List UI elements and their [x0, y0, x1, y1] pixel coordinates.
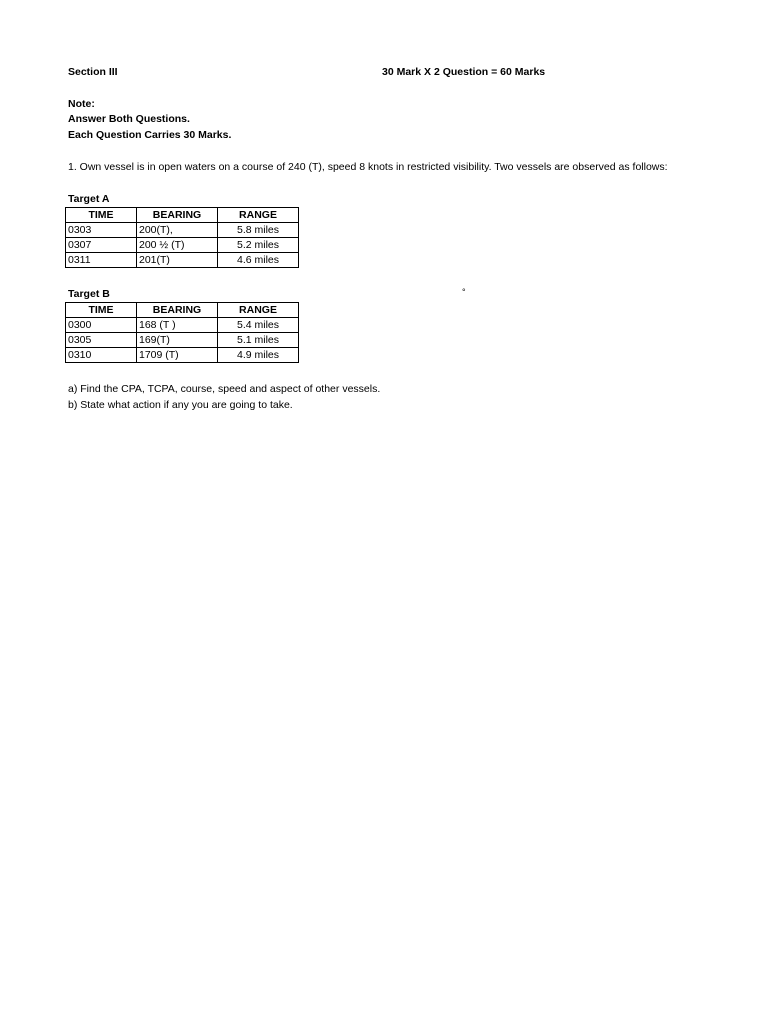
cell-time: 0307 [66, 238, 137, 253]
table-row [66, 238, 299, 253]
section-heading: Section III [68, 66, 118, 78]
column-header-bearing: BEARING [137, 303, 218, 318]
column-header-range: RANGE [218, 303, 299, 318]
note-line-1: Answer Both Questions. [68, 113, 190, 125]
task-a-text: a) Find the CPA, TCPA, course, speed and aspect of other vessels. [68, 383, 381, 395]
cell-bearing: 168 (T ) [137, 318, 218, 333]
cell-bearing: 169(T) [137, 333, 218, 348]
cell-range: 5.8 miles [218, 223, 299, 238]
stray-degree-mark: ° [462, 287, 466, 297]
cell-range: 5.1 miles [218, 333, 299, 348]
cell-range: 5.2 miles [218, 238, 299, 253]
table-row [66, 348, 299, 363]
cell-range: 4.6 miles [218, 253, 299, 268]
table-row [66, 318, 299, 333]
question-1-text: 1. Own vessel is in open waters on a course of 240 (T), speed 8 knots in restricted visibility. Two vessels are observed as follows: [68, 161, 668, 173]
cell-bearing: 200 ½ (T) [137, 238, 218, 253]
column-header-time: TIME [66, 303, 137, 318]
table-row [66, 223, 299, 238]
note-line-2: Each Question Carries 30 Marks. [68, 129, 232, 141]
column-header-bearing: BEARING [137, 208, 218, 223]
cell-time: 0311 [66, 253, 137, 268]
cell-bearing: 200(T), [137, 223, 218, 238]
table-header-row [66, 208, 299, 223]
marks-summary: 30 Mark X 2 Question = 60 Marks [382, 66, 546, 78]
target-a-label: Target A [68, 193, 110, 205]
cell-bearing: 201(T) [137, 253, 218, 268]
target-b-table [65, 302, 299, 363]
cell-time: 0305 [66, 333, 137, 348]
cell-time: 0300 [66, 318, 137, 333]
column-header-time: TIME [66, 208, 137, 223]
cell-time: 0303 [66, 223, 137, 238]
table-row [66, 333, 299, 348]
target-a-table [65, 207, 299, 268]
cell-range: 4.9 miles [218, 348, 299, 363]
note-heading: Note: [68, 98, 95, 110]
column-header-range: RANGE [218, 208, 299, 223]
cell-bearing: 1709 (T) [137, 348, 218, 363]
task-b-text: b) State what action if any you are going to take. [68, 399, 293, 411]
target-b-label: Target B [68, 288, 110, 300]
table-header-row [66, 303, 299, 318]
table-row [66, 253, 299, 268]
cell-range: 5.4 miles [218, 318, 299, 333]
cell-time: 0310 [66, 348, 137, 363]
